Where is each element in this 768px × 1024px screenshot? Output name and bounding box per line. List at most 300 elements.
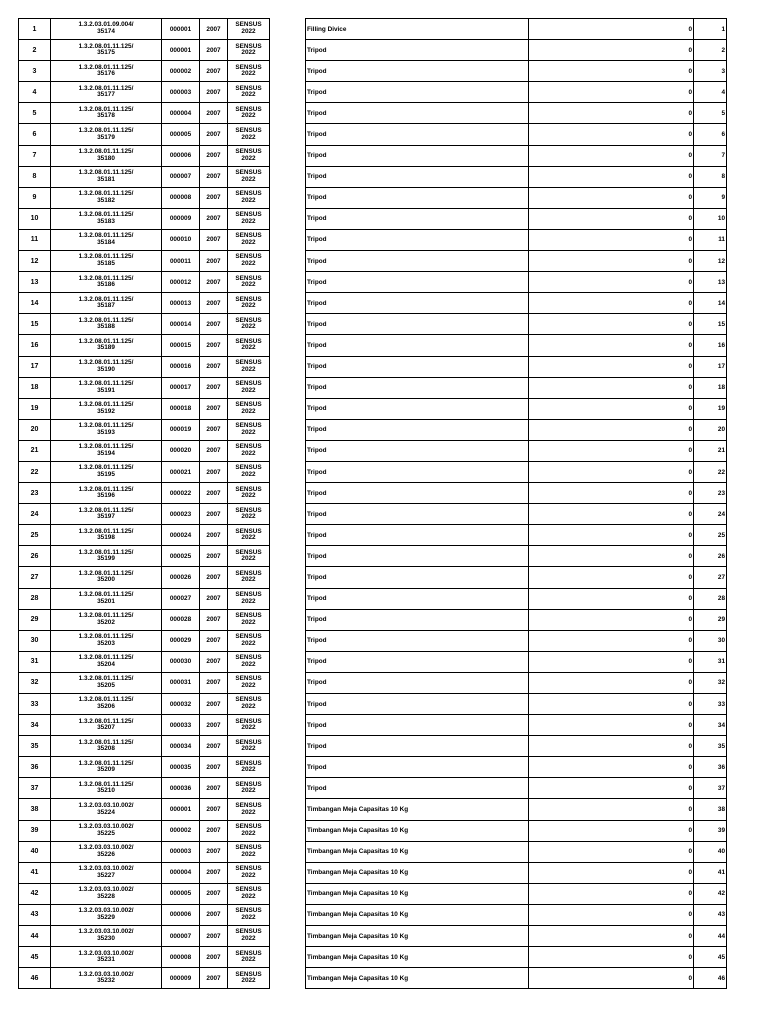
asset-code-line: 35197 — [97, 513, 115, 521]
asset-code-line: 35224 — [97, 808, 115, 816]
asset-code-cell — [51, 356, 162, 377]
item-name-cell: Tripod — [306, 103, 529, 124]
source-line: 2022 — [241, 407, 256, 415]
row-number-cell: 20 — [19, 419, 51, 440]
source-cell — [228, 187, 270, 208]
table-row — [19, 820, 270, 841]
item-name-cell: Timbangan Meja Capasitas 10 Kg — [306, 883, 529, 904]
value-cell: 0 — [529, 335, 694, 356]
asset-code-line: 35181 — [97, 175, 115, 183]
item-name-cell: Timbangan Meja Capasitas 10 Kg — [306, 820, 529, 841]
source-line: SENSUS — [235, 928, 262, 936]
year-cell: 2007 — [200, 314, 228, 335]
table-row — [306, 124, 727, 145]
source-line: 2022 — [241, 365, 256, 373]
row-number-cell: 17 — [19, 356, 51, 377]
table-row — [19, 461, 270, 482]
asset-code-line: 35207 — [97, 724, 115, 732]
value-cell: 0 — [529, 736, 694, 757]
row-number-cell: 8 — [19, 166, 51, 187]
source-line: SENSUS — [235, 886, 262, 894]
index-cell: 17 — [694, 356, 727, 377]
table-row — [19, 166, 270, 187]
source-cell — [228, 335, 270, 356]
source-line: 2022 — [241, 28, 256, 36]
item-name-cell: Tripod — [306, 166, 529, 187]
table-row — [19, 778, 270, 799]
register-number-cell: 000009 — [162, 208, 200, 229]
source-line: SENSUS — [235, 590, 262, 598]
item-name-cell: Tripod — [306, 757, 529, 778]
source-line: SENSUS — [235, 84, 262, 92]
source-line: SENSUS — [235, 422, 262, 430]
asset-code-line: 35193 — [97, 428, 115, 436]
asset-code-cell — [51, 567, 162, 588]
asset-code-cell — [51, 609, 162, 630]
asset-code-cell — [51, 883, 162, 904]
item-name-cell: Tripod — [306, 40, 529, 61]
source-line: SENSUS — [235, 126, 262, 134]
table-row — [19, 103, 270, 124]
value-cell: 0 — [529, 841, 694, 862]
asset-code-cell — [51, 504, 162, 525]
asset-code-line: 35179 — [97, 133, 115, 141]
year-cell: 2007 — [200, 883, 228, 904]
year-cell: 2007 — [200, 82, 228, 103]
year-cell: 2007 — [200, 208, 228, 229]
table-row — [19, 715, 270, 736]
asset-code-line: 1.3.2.03.03.10.002/ — [78, 823, 134, 831]
index-cell: 19 — [694, 398, 727, 419]
asset-code-line: 1.3.2.03.01.09.004/ — [78, 21, 134, 29]
asset-code-line: 1.3.2.08.01.11.125/ — [78, 169, 134, 177]
asset-code-line: 1.3.2.08.01.11.125/ — [78, 612, 134, 620]
register-number-cell: 000031 — [162, 672, 200, 693]
source-line: SENSUS — [235, 527, 262, 535]
table-row — [19, 947, 270, 968]
row-number-cell: 10 — [19, 208, 51, 229]
source-cell — [228, 609, 270, 630]
year-cell: 2007 — [200, 947, 228, 968]
source-line: 2022 — [241, 492, 256, 500]
register-number-cell: 000019 — [162, 419, 200, 440]
asset-code-cell — [51, 40, 162, 61]
table-row — [306, 630, 727, 651]
index-cell: 40 — [694, 841, 727, 862]
item-name-cell: Tripod — [306, 82, 529, 103]
row-number-cell: 36 — [19, 757, 51, 778]
value-cell: 0 — [529, 419, 694, 440]
asset-code-line: 1.3.2.08.01.11.125/ — [78, 63, 134, 71]
asset-code-line: 35185 — [97, 260, 115, 268]
table-row — [306, 314, 727, 335]
source-cell — [228, 715, 270, 736]
asset-code-line: 1.3.2.08.01.11.125/ — [78, 105, 134, 113]
value-cell: 0 — [529, 208, 694, 229]
source-cell — [228, 630, 270, 651]
asset-code-line: 35189 — [97, 344, 115, 352]
asset-code-line: 35183 — [97, 217, 115, 225]
register-number-cell: 000010 — [162, 229, 200, 250]
asset-code-line: 1.3.2.08.01.11.125/ — [78, 443, 134, 451]
asset-name-table — [305, 18, 727, 989]
index-cell: 9 — [694, 187, 727, 208]
year-cell: 2007 — [200, 926, 228, 947]
year-cell: 2007 — [200, 588, 228, 609]
source-line: 2022 — [241, 766, 256, 774]
asset-code-table — [18, 18, 270, 989]
source-cell — [228, 293, 270, 314]
source-cell — [228, 904, 270, 925]
value-cell: 0 — [529, 799, 694, 820]
table-row — [19, 525, 270, 546]
item-name-cell: Tripod — [306, 335, 529, 356]
year-cell: 2007 — [200, 736, 228, 757]
asset-code-line: 35174 — [97, 28, 115, 36]
asset-code-line: 1.3.2.08.01.11.125/ — [78, 696, 134, 704]
index-cell: 35 — [694, 736, 727, 757]
year-cell: 2007 — [200, 609, 228, 630]
year-cell: 2007 — [200, 19, 228, 40]
year-cell: 2007 — [200, 377, 228, 398]
asset-code-cell — [51, 19, 162, 40]
asset-code-line: 1.3.2.08.01.11.125/ — [78, 253, 134, 261]
index-cell: 34 — [694, 715, 727, 736]
year-cell: 2007 — [200, 398, 228, 419]
asset-code-line: 35190 — [97, 365, 115, 373]
source-line: SENSUS — [235, 738, 262, 746]
year-cell: 2007 — [200, 229, 228, 250]
asset-code-line: 1.3.2.03.03.10.002/ — [78, 801, 134, 809]
register-number-cell: 000011 — [162, 251, 200, 272]
index-cell: 37 — [694, 778, 727, 799]
asset-code-line: 35192 — [97, 407, 115, 415]
index-cell: 22 — [694, 461, 727, 482]
table-row — [306, 736, 727, 757]
source-line: 2022 — [241, 724, 256, 732]
source-cell — [228, 672, 270, 693]
table-row — [306, 272, 727, 293]
source-line: 2022 — [241, 386, 256, 394]
source-line: 2022 — [241, 175, 256, 183]
register-number-cell: 000027 — [162, 588, 200, 609]
asset-code-line: 35200 — [97, 576, 115, 584]
asset-code-cell — [51, 229, 162, 250]
source-cell — [228, 440, 270, 461]
table-row — [19, 229, 270, 250]
item-name-cell: Timbangan Meja Capasitas 10 Kg — [306, 904, 529, 925]
source-line: SENSUS — [235, 949, 262, 957]
year-cell: 2007 — [200, 799, 228, 820]
asset-code-cell — [51, 82, 162, 103]
source-line: SENSUS — [235, 548, 262, 556]
value-cell: 0 — [529, 630, 694, 651]
year-cell: 2007 — [200, 251, 228, 272]
source-line: 2022 — [241, 808, 256, 816]
item-name-cell: Timbangan Meja Capasitas 10 Kg — [306, 947, 529, 968]
table-row — [19, 588, 270, 609]
row-number-cell: 5 — [19, 103, 51, 124]
table-row — [306, 208, 727, 229]
row-number-cell: 6 — [19, 124, 51, 145]
row-number-cell: 41 — [19, 862, 51, 883]
asset-code-line: 35202 — [97, 618, 115, 626]
asset-code-cell — [51, 778, 162, 799]
table-row — [19, 61, 270, 82]
asset-code-cell — [51, 124, 162, 145]
table-row — [306, 651, 727, 672]
row-number-cell: 28 — [19, 588, 51, 609]
item-name-cell: Tripod — [306, 61, 529, 82]
asset-code-line: 1.3.2.08.01.11.125/ — [78, 126, 134, 134]
source-line: 2022 — [241, 70, 256, 78]
year-cell: 2007 — [200, 40, 228, 61]
table-row — [19, 757, 270, 778]
item-name-cell: Tripod — [306, 694, 529, 715]
asset-code-cell — [51, 440, 162, 461]
table-row — [306, 145, 727, 166]
asset-code-line: 35178 — [97, 112, 115, 120]
row-number-cell: 4 — [19, 82, 51, 103]
item-name-cell: Filling Divice — [306, 19, 529, 40]
asset-code-line: 1.3.2.08.01.11.125/ — [78, 190, 134, 198]
row-number-cell: 44 — [19, 926, 51, 947]
index-cell: 44 — [694, 926, 727, 947]
source-cell — [228, 61, 270, 82]
table-row — [306, 356, 727, 377]
index-cell: 33 — [694, 694, 727, 715]
index-cell: 4 — [694, 82, 727, 103]
year-cell: 2007 — [200, 293, 228, 314]
source-line: 2022 — [241, 935, 256, 943]
source-cell — [228, 314, 270, 335]
asset-code-line: 1.3.2.08.01.11.125/ — [78, 633, 134, 641]
asset-code-line: 1.3.2.08.01.11.125/ — [78, 148, 134, 156]
row-number-cell: 1 — [19, 19, 51, 40]
source-cell — [228, 567, 270, 588]
index-cell: 43 — [694, 904, 727, 925]
asset-code-line: 35226 — [97, 850, 115, 858]
row-number-cell: 21 — [19, 440, 51, 461]
source-line: 2022 — [241, 49, 256, 57]
asset-code-line: 1.3.2.08.01.11.125/ — [78, 485, 134, 493]
asset-code-line: 35230 — [97, 935, 115, 943]
value-cell: 0 — [529, 145, 694, 166]
item-name-cell: Tripod — [306, 377, 529, 398]
table-row — [306, 229, 727, 250]
table-row — [19, 483, 270, 504]
year-cell: 2007 — [200, 124, 228, 145]
year-cell: 2007 — [200, 567, 228, 588]
source-line: SENSUS — [235, 316, 262, 324]
asset-code-line: 35231 — [97, 956, 115, 964]
source-line: SENSUS — [235, 844, 262, 852]
table-row — [306, 672, 727, 693]
row-number-cell: 37 — [19, 778, 51, 799]
index-cell: 26 — [694, 546, 727, 567]
table-row — [306, 862, 727, 883]
table-row — [19, 651, 270, 672]
table-row — [306, 694, 727, 715]
asset-code-cell — [51, 103, 162, 124]
register-number-cell: 000029 — [162, 630, 200, 651]
source-line: 2022 — [241, 260, 256, 268]
asset-code-line: 35188 — [97, 323, 115, 331]
asset-code-line: 35186 — [97, 281, 115, 289]
source-cell — [228, 820, 270, 841]
item-name-cell: Tripod — [306, 651, 529, 672]
value-cell: 0 — [529, 904, 694, 925]
asset-code-line: 1.3.2.08.01.11.125/ — [78, 527, 134, 535]
year-cell: 2007 — [200, 904, 228, 925]
asset-code-line: 1.3.2.08.01.11.125/ — [78, 295, 134, 303]
asset-code-cell — [51, 293, 162, 314]
source-cell — [228, 272, 270, 293]
source-cell — [228, 145, 270, 166]
year-cell: 2007 — [200, 103, 228, 124]
table-row — [19, 567, 270, 588]
source-cell — [228, 19, 270, 40]
source-line: 2022 — [241, 597, 256, 605]
source-line: 2022 — [241, 449, 256, 457]
asset-code-line: 1.3.2.08.01.11.125/ — [78, 654, 134, 662]
item-name-cell: Timbangan Meja Capasitas 10 Kg — [306, 799, 529, 820]
index-cell: 1 — [694, 19, 727, 40]
asset-code-line: 1.3.2.03.03.10.002/ — [78, 886, 134, 894]
source-cell — [228, 398, 270, 419]
asset-code-line: 1.3.2.08.01.11.125/ — [78, 590, 134, 598]
register-number-cell: 000007 — [162, 166, 200, 187]
year-cell: 2007 — [200, 419, 228, 440]
source-cell — [228, 757, 270, 778]
year-cell: 2007 — [200, 820, 228, 841]
item-name-cell: Tripod — [306, 208, 529, 229]
asset-code-line: 35232 — [97, 977, 115, 985]
source-line: 2022 — [241, 681, 256, 689]
table-row — [19, 293, 270, 314]
table-row — [19, 124, 270, 145]
source-line: 2022 — [241, 829, 256, 837]
table-row — [306, 82, 727, 103]
asset-code-cell — [51, 525, 162, 546]
row-number-cell: 12 — [19, 251, 51, 272]
asset-code-line: 35196 — [97, 492, 115, 500]
index-cell: 39 — [694, 820, 727, 841]
table-row — [306, 715, 727, 736]
value-cell: 0 — [529, 504, 694, 525]
index-cell: 24 — [694, 504, 727, 525]
table-row — [19, 419, 270, 440]
table-row — [306, 947, 727, 968]
register-number-cell: 000021 — [162, 461, 200, 482]
row-number-cell: 39 — [19, 820, 51, 841]
year-cell: 2007 — [200, 651, 228, 672]
table-row — [306, 883, 727, 904]
register-number-cell: 000005 — [162, 124, 200, 145]
source-line: 2022 — [241, 133, 256, 141]
item-name-cell: Tripod — [306, 419, 529, 440]
register-number-cell: 000034 — [162, 736, 200, 757]
source-cell — [228, 968, 270, 989]
asset-code-cell — [51, 377, 162, 398]
value-cell: 0 — [529, 440, 694, 461]
asset-code-cell — [51, 272, 162, 293]
register-number-cell: 000001 — [162, 799, 200, 820]
table-row — [306, 440, 727, 461]
index-cell: 41 — [694, 862, 727, 883]
asset-code-line: 35176 — [97, 70, 115, 78]
asset-code-line: 1.3.2.08.01.11.125/ — [78, 738, 134, 746]
source-line: 2022 — [241, 892, 256, 900]
asset-code-line: 35225 — [97, 829, 115, 837]
asset-code-line: 1.3.2.08.01.11.125/ — [78, 422, 134, 430]
asset-code-line: 1.3.2.08.01.11.125/ — [78, 232, 134, 240]
asset-code-cell — [51, 461, 162, 482]
source-line: SENSUS — [235, 970, 262, 978]
year-cell: 2007 — [200, 145, 228, 166]
item-name-cell: Timbangan Meja Capasitas 10 Kg — [306, 841, 529, 862]
row-number-cell: 33 — [19, 694, 51, 715]
source-line: SENSUS — [235, 253, 262, 261]
table-row — [19, 926, 270, 947]
asset-code-line: 1.3.2.08.01.11.125/ — [78, 506, 134, 514]
source-line: SENSUS — [235, 21, 262, 29]
asset-code-cell — [51, 335, 162, 356]
table-row — [19, 251, 270, 272]
table-row — [19, 40, 270, 61]
index-cell: 12 — [694, 251, 727, 272]
index-cell: 46 — [694, 968, 727, 989]
asset-code-cell — [51, 841, 162, 862]
source-line: SENSUS — [235, 506, 262, 514]
table-row — [19, 272, 270, 293]
row-number-cell: 9 — [19, 187, 51, 208]
table-row — [306, 546, 727, 567]
asset-code-line: 35228 — [97, 892, 115, 900]
asset-code-line: 1.3.2.08.01.11.125/ — [78, 569, 134, 577]
register-number-cell: 000006 — [162, 145, 200, 166]
asset-code-cell — [51, 483, 162, 504]
year-cell: 2007 — [200, 335, 228, 356]
table-row — [306, 588, 727, 609]
source-line: SENSUS — [235, 358, 262, 366]
table-row — [306, 103, 727, 124]
source-cell — [228, 862, 270, 883]
item-name-cell: Tripod — [306, 588, 529, 609]
asset-code-cell — [51, 166, 162, 187]
index-cell: 14 — [694, 293, 727, 314]
year-cell: 2007 — [200, 440, 228, 461]
row-number-cell: 18 — [19, 377, 51, 398]
row-number-cell: 43 — [19, 904, 51, 925]
source-cell — [228, 588, 270, 609]
index-cell: 31 — [694, 651, 727, 672]
asset-code-cell — [51, 904, 162, 925]
source-line: SENSUS — [235, 190, 262, 198]
value-cell: 0 — [529, 483, 694, 504]
table-row — [306, 187, 727, 208]
source-line: 2022 — [241, 555, 256, 563]
index-cell: 3 — [694, 61, 727, 82]
source-line: SENSUS — [235, 654, 262, 662]
index-cell: 45 — [694, 947, 727, 968]
asset-code-line: 1.3.2.08.01.11.125/ — [78, 84, 134, 92]
row-number-cell: 29 — [19, 609, 51, 630]
row-number-cell: 27 — [19, 567, 51, 588]
item-name-cell: Timbangan Meja Capasitas 10 Kg — [306, 862, 529, 883]
source-line: SENSUS — [235, 675, 262, 683]
row-number-cell: 32 — [19, 672, 51, 693]
